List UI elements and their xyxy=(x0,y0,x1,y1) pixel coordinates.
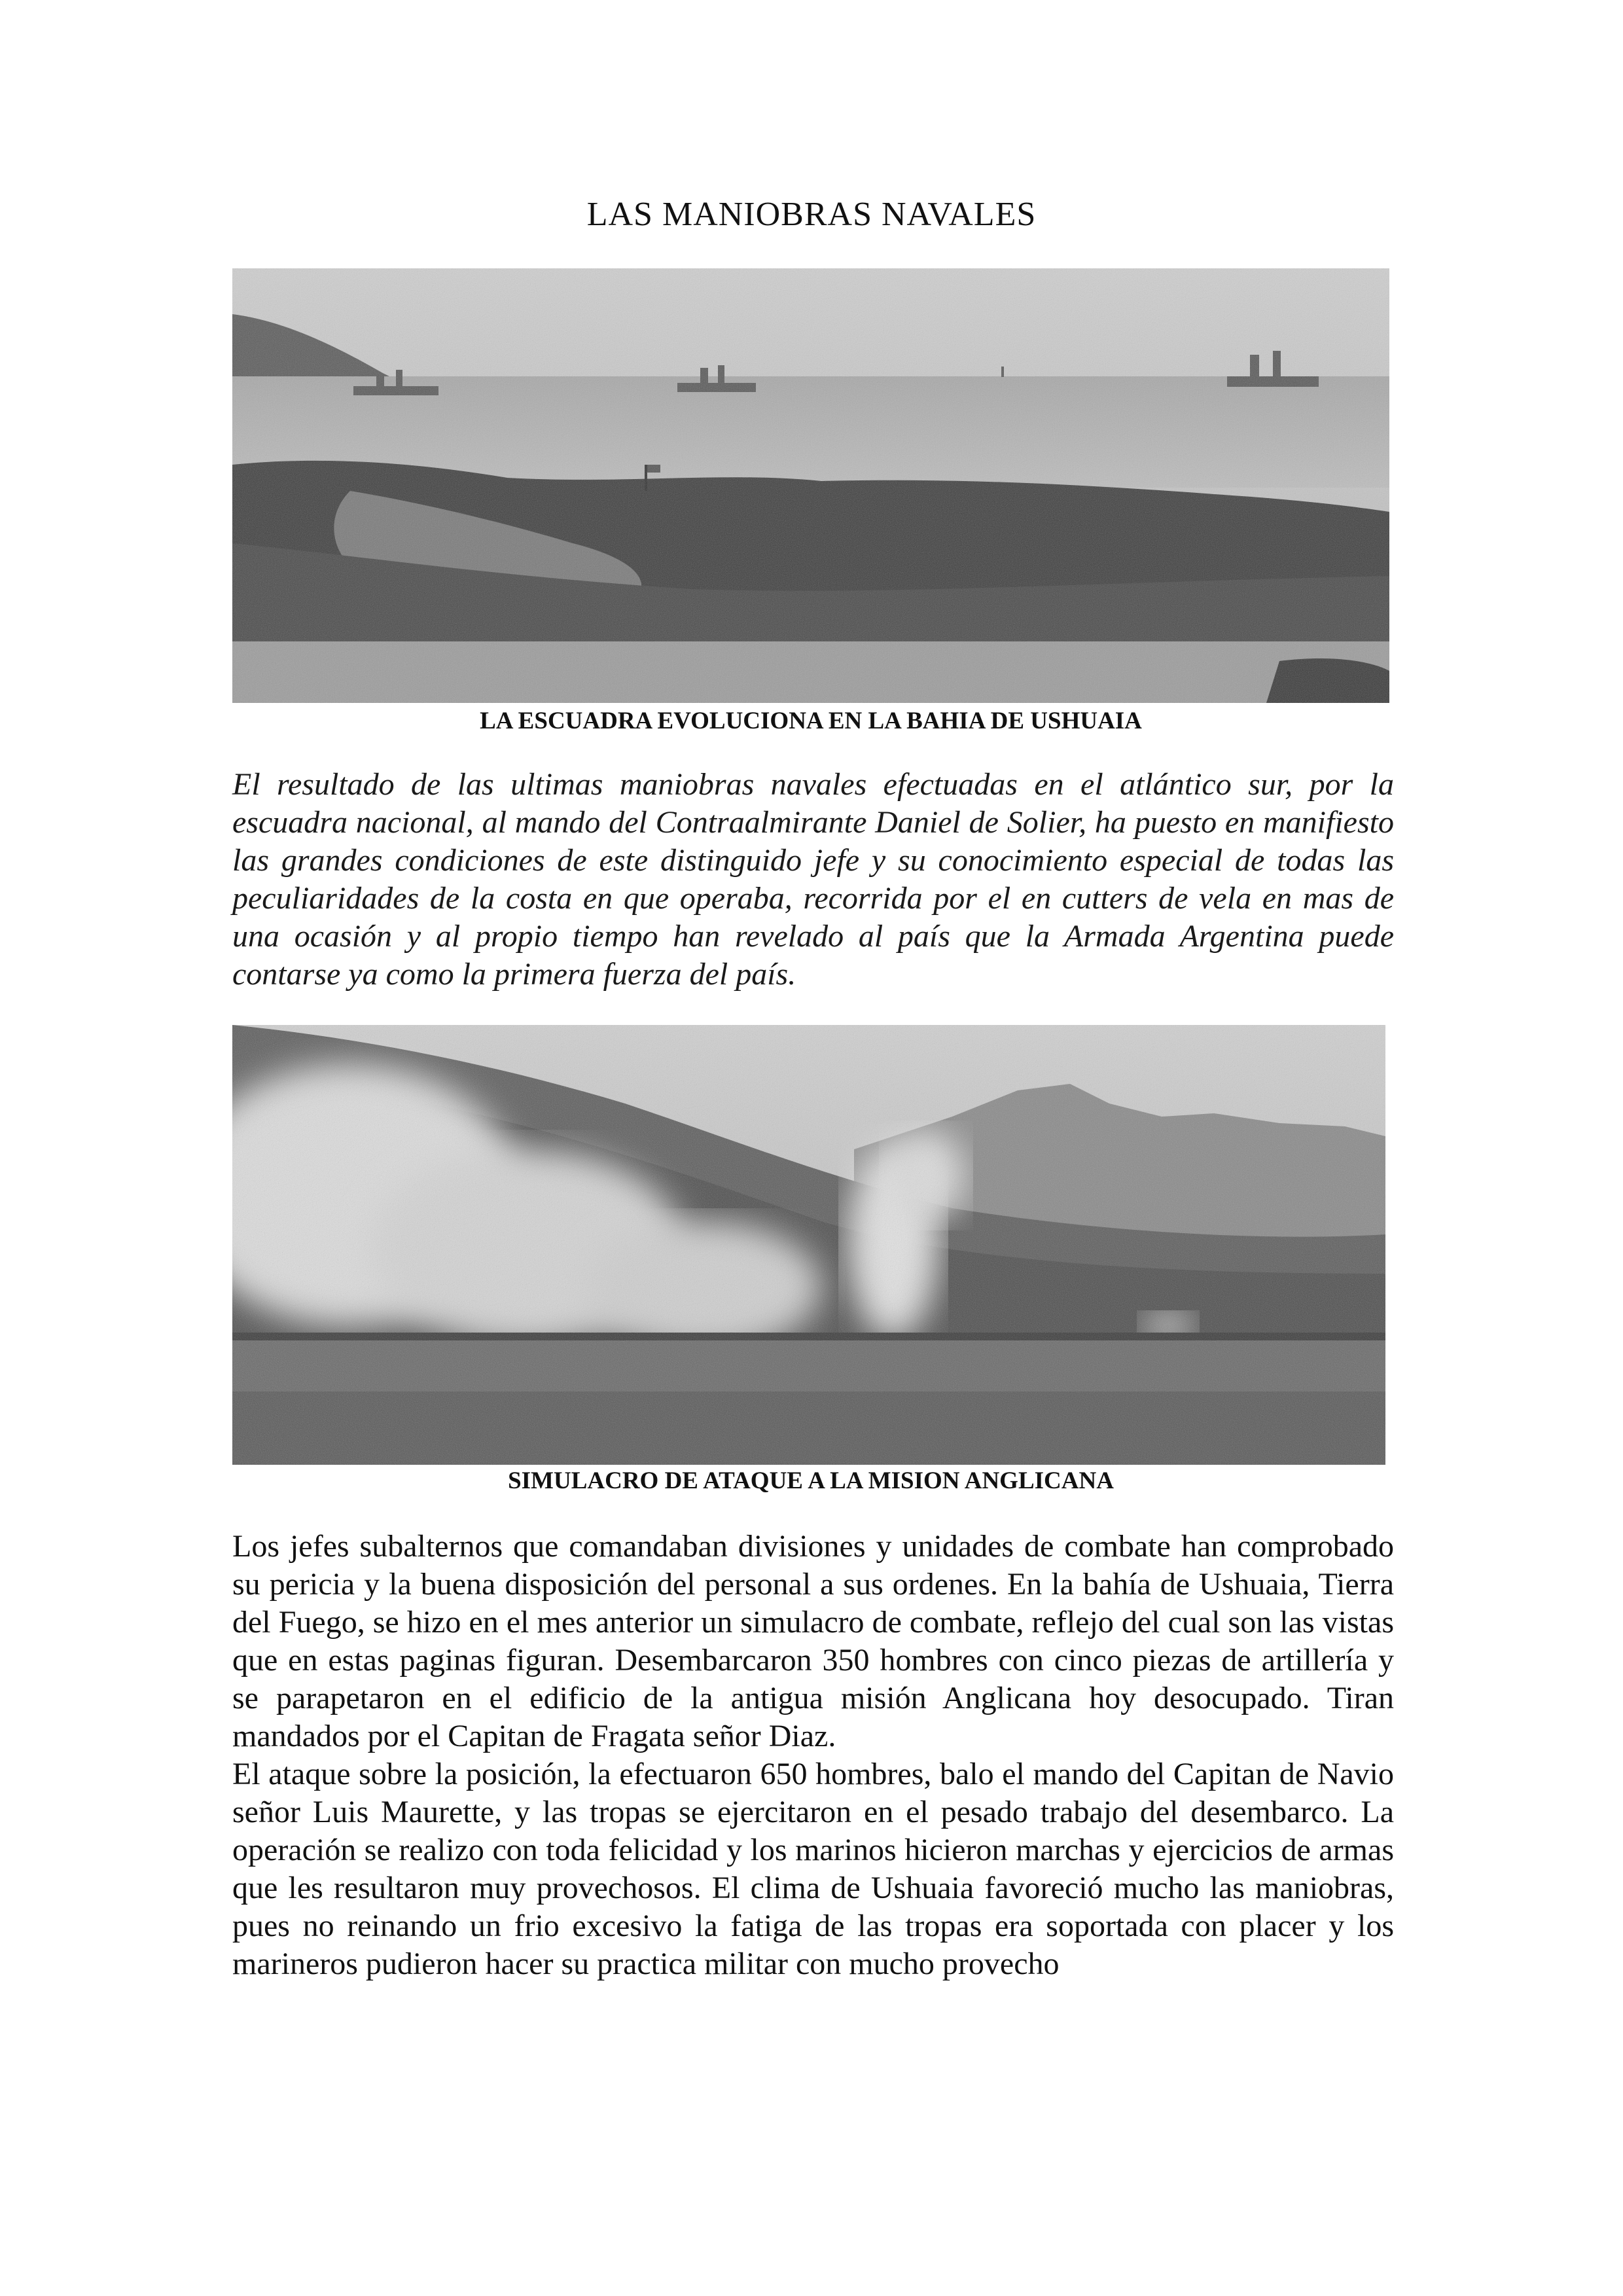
paragraph-intro: El resultado de las ultimas maniobras navales efectuadas en el atlántico sur, por la escuadra nacional, al mando del Contraalmirante Daniel de Solier, ha puesto en manifiesto las grandes condiciones de este distinguido jefe y su conocimiento especial de todas las peculiaridades de la costa en que operaba, recorrida por el en cutters de vela en mas de una ocasión y al propio tiempo han revelado al país que la Armada Argentina puede contarse ya como la primera fuerza del país. xyxy=(232,767,1394,992)
photo-warships-bay-icon xyxy=(232,268,1389,703)
photo-warships-bay xyxy=(232,268,1389,703)
photo-smoke-mountains xyxy=(232,1025,1385,1465)
page-title: LAS MANIOBRAS NAVALES xyxy=(586,196,1037,233)
photo-smoke-mountains-icon xyxy=(232,1025,1385,1465)
paragraph-body-2: El ataque sobre la posición, la efectuaron 650 hombres, balo el mando del Capitan de Navio señor Luis Maurette, y las tropas se ejercitaron en el pesado trabajo del desembarco. La operación se realizo con toda felicidad y los marinos hicieron marchas y ejercicios de armas que les resultaron muy provechosos. El clima de Ushuaia favoreció mucho las maniobras, pues no reinando un frio excesivo la fatiga de las tropas era soportada con placer y los marineros pudieron hacer su practica militar con mucho provecho xyxy=(232,1757,1394,1981)
paragraph-body-1: Los jefes subalternos que comandaban divisiones y unidades de combate han comprobado su pericia y la buena disposición del personal a sus ordenes. En la bahía de Ushuaia, Tierra del Fuego, se hizo en el mes anterior un simulacro de combate, reflejo del cual son las vistas que en estas paginas figuran. Desembarcaron 350 hombres con cinco piezas de artillería y se parapetaron en el edificio de la antigua misión Anglicana hoy desocupado. Tiran mandados por el Capitan de Fragata señor Diaz. xyxy=(232,1529,1394,1753)
photo-caption: SIMULACRO DE ATAQUE A LA MISION ANGLICANA xyxy=(508,1467,1114,1494)
photo-caption: LA ESCUADRA EVOLUCIONA EN LA BAHIA DE USHUAIA xyxy=(480,708,1142,734)
